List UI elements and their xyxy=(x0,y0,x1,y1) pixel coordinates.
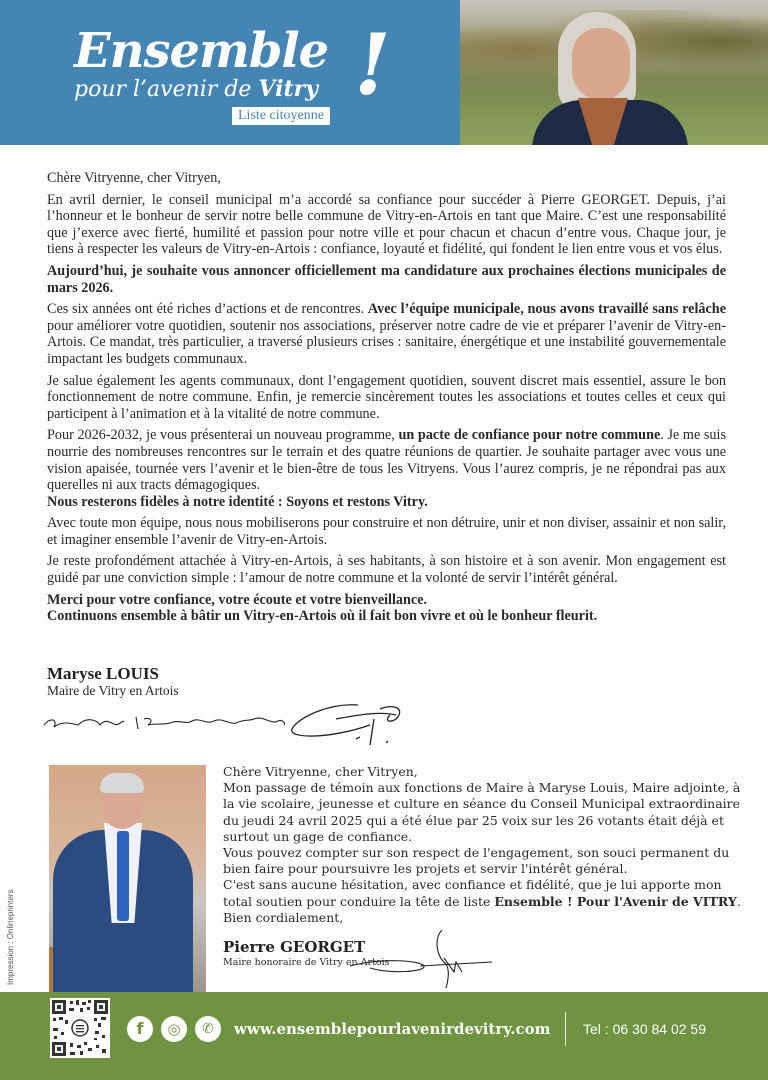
whatsapp-icon[interactable]: ✆ xyxy=(195,1016,221,1042)
letter-paragraph: Je reste profondément attachée à Vitry-en-Artois, à ses habitants, à son histoire et à son avenir. Mon engagement est guidé par une conviction simple : l’amour de notre commune et la volonté de servir l’intérêt général. xyxy=(47,553,726,587)
logo-subtitle xyxy=(74,76,318,102)
handwritten-signature xyxy=(40,695,420,750)
letter-paragraph xyxy=(47,427,726,510)
letter2-closing: Bien cordialement, xyxy=(223,909,344,925)
letter-paragraph: Je salue également les agents communaux, dont l’engagement quotidien, souvent discret mais essentiel, assure le bon fonctionnement de notre commune. Enfin, je remercie sincèrement toutes les associations et toutes celles et ceux qui participent à l’animation et à la vitalité de notre commune. xyxy=(47,372,726,422)
qr-code[interactable] xyxy=(50,998,110,1058)
letter2-paragraph: Mon passage de témoin aux fonctions de Maire à Maryse Louis, Maire adjointe, à la vie scolaire, jeunesse et culture en séance du Conseil Municipal extraordinaire du jeudi 24 avril 2025 qui a été élue par 25 voix sur les 26 votants était déjà et surtout un gage de confiance. xyxy=(223,780,741,844)
instagram-icon[interactable]: ◎ xyxy=(161,1016,187,1042)
footer-bar xyxy=(0,992,768,1080)
facebook-icon[interactable]: f xyxy=(127,1016,153,1042)
logo-badge: Liste citoyenne xyxy=(232,107,330,125)
header-banner xyxy=(0,0,768,145)
footer-divider xyxy=(565,1012,566,1046)
letter-greeting: Chère Vitryenne, cher Vitryen, xyxy=(47,170,221,186)
text-run: . xyxy=(736,893,741,909)
announcement-text: Aujourd’hui, je souhaite vous annoncer officiellement ma candidature aux prochaines élections municipales de mars 2026. xyxy=(47,262,726,296)
qr-code-icon xyxy=(50,998,110,1058)
letter-paragraph: Avec toute mon équipe, nous nous mobiliserons pour construire et non détruire, unir et non diviser, assainir et non salir, et imaginer ensemble l’avenir de Vitry-en-Artois. xyxy=(47,515,726,548)
candidate-photo xyxy=(460,0,768,145)
main-letter xyxy=(47,170,726,630)
text-run-bold: un pacte de confiance pour notre commune xyxy=(398,427,661,444)
text-run: Pour 2026-2032, je vous présenterai un nouveau programme, xyxy=(47,427,399,444)
signature-role: Maire de Vitry en Artois xyxy=(47,683,179,698)
closing-line: Continuons ensemble à bâtir un Vitry-en-Artois où il fait bon vivre et où le bonheur fleurit. xyxy=(47,608,598,625)
website-link[interactable]: www.ensemblepourlavenirdevitry.com xyxy=(234,1020,551,1038)
logo-title: Ensemble xyxy=(74,23,329,79)
logo-subtitle-bold: Vitry xyxy=(258,76,318,102)
handwritten-signature-2 xyxy=(350,928,500,990)
print-credit: Impression : Onlineprinters xyxy=(6,889,15,985)
text-run-bold: Nous resterons fidèles à notre identité : Soyons et restons Vitry. xyxy=(47,493,428,510)
letter-announcement xyxy=(47,263,726,296)
text-run: pour améliorer votre quotidien, soutenir nos associations, préserver notre cadre de vie et préparer l’avenir de Vitry-en-Artois. Ce mandat, très particulier, a traversé plusieurs crises : sanitaire, énergétique et une instabilité gouvernementale impactant les budgets communaux. xyxy=(47,317,726,367)
pierre-georget-photo xyxy=(49,765,206,992)
letter-paragraph xyxy=(47,301,726,367)
photo-tie xyxy=(117,831,129,921)
logo-subtitle-text: pour l’avenir de xyxy=(74,77,259,102)
text-run-bold: Ensemble ! Pour l'Avenir de VITRY xyxy=(494,893,737,909)
letter2-paragraph xyxy=(223,877,741,909)
letter2-paragraph: Vous pouvez compter sur son respect de l'engagement, son souci permanent du bien faire pour poursuivre les projets et servir l'intérêt général. xyxy=(223,845,730,877)
text-run-bold: Avec l’équipe municipale, nous avons travaillé sans relâche xyxy=(367,301,726,318)
text-run: Ces six années ont été riches d’actions et de rencontres. xyxy=(47,301,368,318)
letter-closing xyxy=(47,592,726,625)
closing-line: Merci pour votre confiance, votre écoute et votre bienveillance. xyxy=(47,591,428,608)
photo-hair xyxy=(100,773,144,793)
signature2-role: Maire honoraire de Vitry en Artois xyxy=(223,957,390,968)
signature-name: Maryse LOUIS xyxy=(47,664,159,683)
signature2-name: Pierre GEORGET xyxy=(223,938,366,956)
letter-paragraph: En avril dernier, le conseil municipal m’a accordé sa confiance pour succéder à Pierre GEORGET. Depuis, j’ai l’honneur et le bonheur de servir notre belle commune de Vitry-en-Artois en tant que Maire. C’est une responsabilité que j’exerce avec fierté, humilité et passion pour notre ville et pour chacun et chacun d’entre vous. Chaque jour, je tiens à respecter les valeurs de Vitry-en-Artois : confiance, loyauté et fidélité, qui fondent le lien entre vous et vos élus. xyxy=(47,191,726,258)
text-run: C'est sans aucune hésitation, avec confiance et fidélité, que je lui apporte mon total soutien pour conduire la tête de liste xyxy=(223,877,722,909)
photo-face xyxy=(572,28,630,100)
logo-exclamation: ! xyxy=(354,15,391,114)
letter2-greeting: Chère Vitryenne, cher Vitryen, xyxy=(223,764,418,779)
phone-number[interactable]: Tel : 06 30 84 02 59 xyxy=(583,1021,706,1037)
support-letter xyxy=(223,764,741,926)
text-run: . Je me suis nourrie des nombreuses rencontres sur le terrain et des quatre réunions de quartier. Je souhaite partager avec vous une vision apaisée, tournée vers l’avenir et le bien-être de tous les Vitryens. Vous l’aurez compris, je ne répondrai pas aux querelles ni aux tracts démagogiques. xyxy=(47,427,726,494)
